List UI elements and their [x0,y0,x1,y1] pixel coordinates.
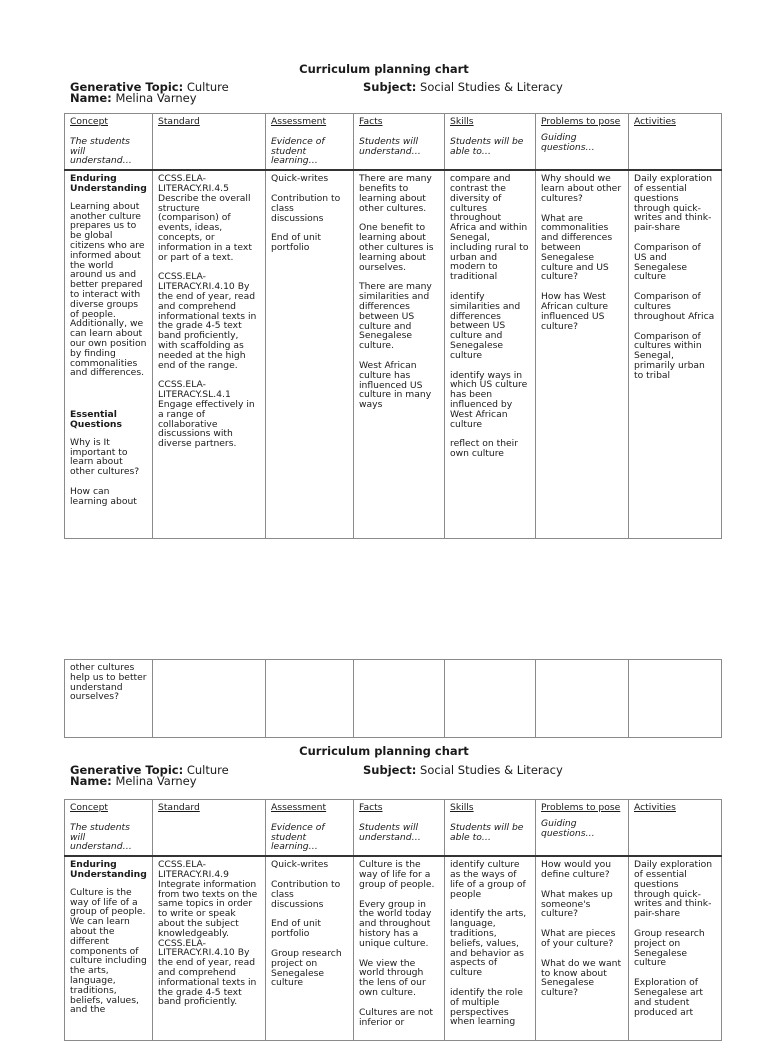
concept-cell-continued: other cultures help us to better understand ourselves? [65,660,153,738]
document-page-2 [0,740,768,1028]
assessment-cell: Quick-writes Contribution to class discussions End of unit portfolio [266,170,354,538]
header-assessment: Assessment Evidence of student learning… [266,800,354,857]
problems-cell: Why should we learn about other cultures? What are commonalities and differences between Senegalese culture and US culture? How has West African culture influenced US culture? [536,170,629,538]
header-problems: Problems to pose Guiding questions… [536,800,629,857]
header-standard: Standard [153,800,266,857]
skills-cell-empty [445,660,536,738]
author-name-value: Melina Varney [115,91,197,105]
header-facts: Facts Students will understand… [354,800,445,857]
header-activities: Activities [629,800,722,857]
generative-topic-value: Culture [186,80,229,94]
table-row [65,170,722,538]
assessment-cell: Quick-writes Contribution to class discussions End of unit portfolio Group research project on Senegalese culture [266,856,354,1041]
generative-topic-value: Culture [186,763,229,777]
skills-cell: compare and contrast the diversity of cultures throughout Africa and within Senegal, including rural to urban and modern to traditional identify similarities and differences between US culture and Senegalese culture identify ways in which US culture has been influenced by West African culture reflect on their own culture [445,170,536,538]
subject [363,82,563,93]
header-skills: Skills Students will be able to… [445,114,536,171]
planning-table [64,799,722,1041]
header-concept: Concept The students will understand… [65,114,153,171]
author-name-value: Melina Varney [115,774,197,788]
subject [363,765,563,776]
header-skills: Skills Students will be able to… [445,800,536,857]
table-header-row [65,800,722,857]
author-name-label: Name: [70,91,112,105]
activities-cell: Daily exploration of essential questions through quick-writes and think-pair-share Comparison of US and Senegalese culture Comparison of cultures throughout Africa Comparison of cultures within Senegal, primarily urban to tribal [629,170,722,538]
page-title: Curriculum planning chart [299,744,469,758]
generative-topic-label: Generative Topic: [70,763,184,777]
page-title: Curriculum planning chart [299,62,469,76]
table-row [65,660,722,738]
table-row [65,856,722,1041]
author-name-label: Name: [70,774,112,788]
skills-cell: identify culture as the ways of life of a group of people identify the arts, language, traditions, beliefs, values, and behavior as aspects of culture identify the role of multiple perspectives when learning [445,856,536,1041]
header-standard: Standard [153,114,266,171]
author-name [70,93,197,104]
concept-cell: Enduring Understanding Culture is the way of life of a group of people. We can learn about the different components of culture including the arts, language, traditions, beliefs, values, and the [65,856,153,1041]
facts-cell-empty [354,660,445,738]
standard-cell: CCSS.ELA-LITERACY.RI.4.9 Integrate information from two texts on the same topics in order to write or speak about the subject knowledgeably. CCSS.ELA-LITERACY.RI.4.10 By the end of year, read and comprehend informational texts in the grade 4-5 text band proficiently. [153,856,266,1041]
activities-cell: Daily exploration of essential questions through quick-writes and think-pair-share Group research project on Senegalese culture Exploration of Senegalese art and student produced art [629,856,722,1041]
table-header-row [65,114,722,171]
author-name [70,776,197,787]
header-concept: Concept The students will understand… [65,800,153,857]
concept-cell: Enduring Understanding Learning about another culture prepares us to be global citizens who are informed about the world around us and better prepared to interact with diverse groups of people. Additionally, we can learn about our own position by finding commonalities and differences. Essential Questions Why is It important to learn about other cultures? How can learning about [65,170,153,538]
standard-cell-empty [153,660,266,738]
problems-cell: How would you define culture? What makes up someone's culture? What are pieces of your culture? What do we want to know about Senegalese culture? [536,856,629,1041]
header-facts: Facts Students will understand… [354,114,445,171]
subject-value: Social Studies & Literacy [420,763,563,777]
header-problems: Problems to pose Guiding questions… [536,114,629,171]
facts-cell: Culture is the way of life for a group of people. Every group in the world today and throughout history has a unique culture. We view the world through the lens of our own culture. Cultures are not inferior or [354,856,445,1041]
standard-cell: CCSS.ELA-LITERACY.RI.4.5 Describe the overall structure (comparison) of events, ideas, concepts, or information in a text or part of a text. CCSS.ELA-LITERACY.RI.4.10 By the end of year, read and comprehend informational texts in the grade 4-5 text band proficiently, with scaffolding as needed at the high end of the range. CCSS.ELA-LITERACY.SL.4.1 Engage effectively in a range of collaborative discussions with diverse partners. [153,170,266,538]
subject-label: Subject: [363,80,417,94]
planning-table-continued [64,659,722,738]
header-assessment: Assessment Evidence of student learning… [266,114,354,171]
subject-value: Social Studies & Literacy [420,80,563,94]
assessment-cell-empty [266,660,354,738]
facts-cell: There are many benefits to learning about other cultures. One benefit to learning about other cultures is learning about ourselves. There are many similarities and differences between US culture and Senegalese culture. West African culture has influenced US culture in many ways [354,170,445,538]
header-activities: Activities [629,114,722,171]
subject-label: Subject: [363,763,417,777]
generative-topic-label: Generative Topic: [70,80,184,94]
problems-cell-empty [536,660,629,738]
activities-cell-empty [629,660,722,738]
planning-table [64,113,722,539]
